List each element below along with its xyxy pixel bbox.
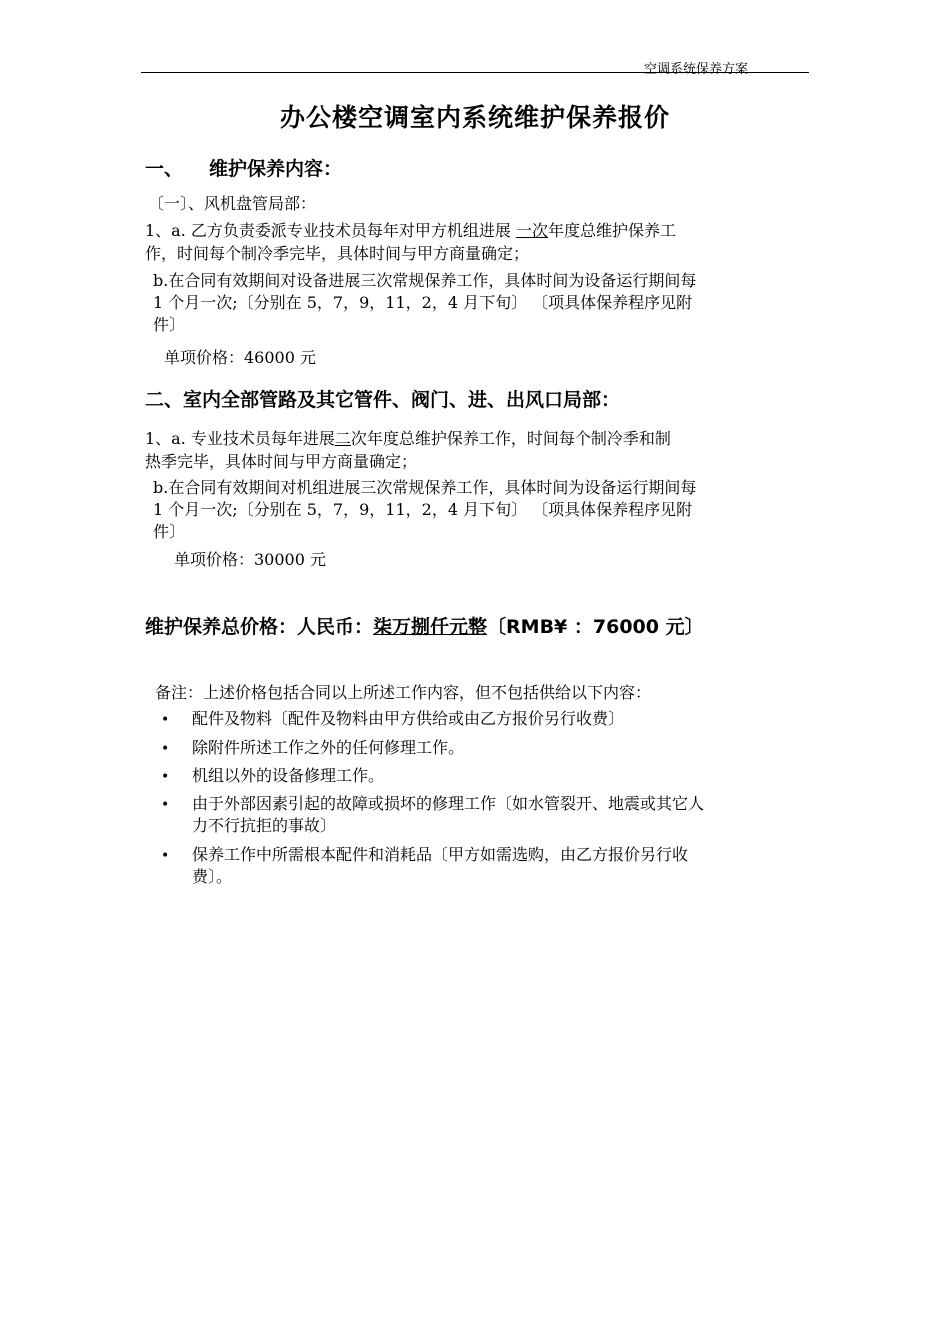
section1-item-a-text: 1、a. 乙方负责委派专业技术员每年对甲方机组进展 (145, 221, 516, 240)
page-title: 办公楼空调室内系统维护保养报价 (279, 103, 670, 132)
section1-price: 单项价格：46000 元 (164, 348, 316, 367)
section1-item-a-line1 (145, 220, 676, 242)
notes-intro: 备注：上述价格包括合同以上所述工作内容，但不包括供给以下内容： (155, 683, 652, 702)
section2-item-a-line1 (145, 428, 671, 450)
bullet-icon: • (161, 712, 170, 728)
section1-item-a-line2: 作，时间每个制冷季完毕，具体时间与甲方商量确定； (145, 244, 530, 263)
section1-item-a-text-tail: 年度总维护保养工 (548, 221, 677, 240)
note-item-4-line2: 力不行抗拒的事故〕 (192, 816, 337, 835)
section2-item-a-text: 1、a. 专业技术员每年进展 (145, 429, 335, 448)
section2-item-a-text-tail: 次年度总维护保养工作，时间每个制冷季和制 (350, 429, 671, 448)
note-item-2: 除附件所述工作之外的任何修理工作。 (192, 738, 465, 757)
header-rule (141, 72, 809, 73)
section1-item-b-line1: b.在合同有效期间对设备进展三次常规保养工作，具体时间为设备运行期间每 (153, 271, 697, 290)
section1-heading (145, 154, 342, 181)
section2-item-b-line3: 件〕 (153, 522, 186, 541)
section2-price: 单项价格：30000 元 (174, 550, 326, 569)
note-item-4-line1: 由于外部因素引起的故障或损坏的修理工作〔如水管裂开、地震或其它人 (192, 794, 705, 813)
note-item-5-line1: 保养工作中所需根本配件和消耗品〔甲方如需选购，由乙方报价另行收 (192, 845, 689, 864)
section1-subheading: 〔一〕、风机盘管局部： (148, 194, 317, 213)
section2-item-b-line2: 1 个月一次;〔分别在 5，7，9，11，2，4 月下旬〕 〔项具体保养程序见附 (153, 500, 693, 519)
total-label: 维护保养总价格：人民币： (145, 616, 374, 638)
bullet-icon: • (161, 741, 170, 757)
section1-item-b-line2: 1 个月一次;〔分别在 5，7，9，11，2，4 月下旬〕 〔项具体保养程序见附 (153, 293, 693, 312)
section1-item-a-frequency: 一次 (515, 221, 548, 240)
bullet-icon: • (161, 848, 170, 864)
section1-heading-number: 一、 (145, 158, 184, 180)
section2-item-b-line1: b.在合同有效期间对机组进展三次常规保养工作，具体时间为设备运行期间每 (153, 478, 697, 497)
note-item-3: 机组以外的设备修理工作。 (192, 766, 385, 785)
total-amount-words: 柒万捌仟元整 (373, 616, 488, 638)
bullet-icon: • (161, 797, 170, 813)
section1-heading-text: 维护保养内容： (209, 158, 343, 180)
note-item-1: 配件及物料〔配件及物料由甲方供给或由乙方报价另行收费〕 (192, 709, 625, 728)
total-price (145, 612, 704, 639)
section2-item-a-frequency: 二 (334, 429, 351, 448)
section1-item-b-line3: 件〕 (153, 315, 186, 334)
total-amount-rmb: 〔RMB¥ ：76000 元〕 (487, 616, 704, 638)
running-header: 空调系统保养方案 (644, 62, 749, 77)
bullet-icon: • (161, 769, 170, 785)
section2-item-a-line2: 热季完毕，具体时间与甲方商量确定； (145, 452, 418, 471)
section2-heading: 二、室内全部管路及其它管件、阀门、进、出风口局部： (145, 389, 621, 411)
note-item-5-line2: 费〕。 (192, 867, 233, 886)
